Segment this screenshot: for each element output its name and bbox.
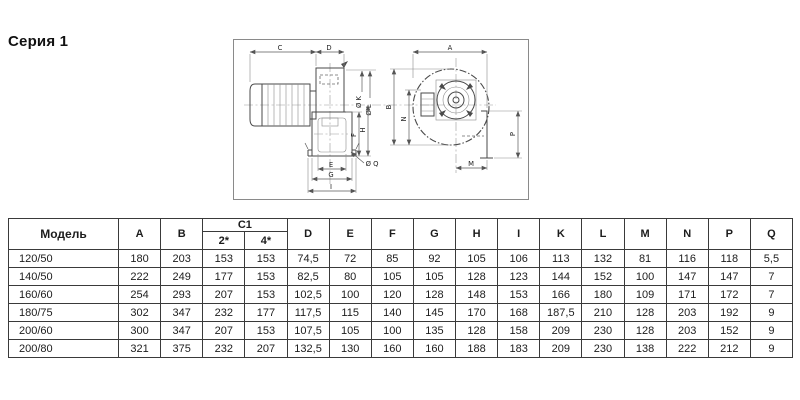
- cell: 230: [582, 322, 624, 340]
- model-cell: 120/50: [9, 250, 119, 268]
- cell: 232: [203, 304, 245, 322]
- cell: 152: [582, 268, 624, 286]
- col-header-q: Q: [750, 219, 792, 250]
- cell: 192: [708, 304, 750, 322]
- model-cell: 160/60: [9, 286, 119, 304]
- cell: 118: [708, 250, 750, 268]
- cell: 168: [498, 304, 540, 322]
- cell: 132,5: [287, 340, 329, 358]
- cell: 177: [245, 304, 287, 322]
- dim-label-p: P: [509, 131, 517, 137]
- cell: 153: [203, 250, 245, 268]
- cell: 207: [203, 286, 245, 304]
- cell: 5,5: [750, 250, 792, 268]
- cell: 128: [413, 286, 455, 304]
- cell: 128: [624, 304, 666, 322]
- cell: 100: [371, 322, 413, 340]
- cell: 153: [245, 250, 287, 268]
- cell: 123: [498, 268, 540, 286]
- cell: 160: [371, 340, 413, 358]
- cell: 160: [413, 340, 455, 358]
- dim-label-b: B: [385, 104, 393, 110]
- foot-hole-marks: [305, 143, 359, 149]
- cell: 128: [624, 322, 666, 340]
- cell: 132: [582, 250, 624, 268]
- cell: 145: [413, 304, 455, 322]
- table-row: [9, 250, 793, 268]
- col-header-f: F: [371, 219, 413, 250]
- cell: 222: [666, 340, 708, 358]
- cell: 100: [624, 268, 666, 286]
- cell: 180: [582, 286, 624, 304]
- corner-arrow: [341, 61, 348, 68]
- col-header-c1-2p: 2*: [203, 232, 245, 250]
- cell: 9: [750, 340, 792, 358]
- model-cell: 200/60: [9, 322, 119, 340]
- cell: 120: [371, 286, 413, 304]
- cell: 321: [119, 340, 161, 358]
- cell: 153: [498, 286, 540, 304]
- cell: 302: [119, 304, 161, 322]
- dim-label-e: E: [328, 161, 334, 169]
- dim-label-c: C: [277, 44, 283, 52]
- cell: 166: [540, 286, 582, 304]
- mounting-feet: [308, 150, 356, 156]
- header-row-1: [9, 219, 793, 232]
- cell: 203: [161, 250, 203, 268]
- col-header-c1-4p: 4*: [245, 232, 287, 250]
- cell: 153: [245, 268, 287, 286]
- table-row: [9, 322, 793, 340]
- dim-label-m: M: [468, 160, 474, 168]
- motor-edge: [421, 93, 434, 116]
- cell: 144: [540, 268, 582, 286]
- cell: 100: [329, 286, 371, 304]
- table-row: [9, 340, 793, 358]
- cell: 9: [750, 322, 792, 340]
- dim-label-q: Ø Q: [365, 160, 379, 168]
- side-view: [250, 44, 378, 193]
- dim-label-h: H: [359, 127, 367, 133]
- cell: 135: [413, 322, 455, 340]
- drawing-panel: [233, 39, 529, 200]
- table-row: [9, 268, 793, 286]
- cell: 116: [666, 250, 708, 268]
- model-cell: 200/80: [9, 340, 119, 358]
- cell: 188: [456, 340, 498, 358]
- cell: 102,5: [287, 286, 329, 304]
- cell: 9: [750, 304, 792, 322]
- cell: 203: [666, 304, 708, 322]
- cell: 147: [666, 268, 708, 286]
- cell: 183: [498, 340, 540, 358]
- cell: 72: [329, 250, 371, 268]
- hole-leader: [351, 152, 364, 163]
- cell: 209: [540, 322, 582, 340]
- cell: 82,5: [287, 268, 329, 286]
- col-header-g: G: [413, 219, 455, 250]
- col-header-l: L: [582, 219, 624, 250]
- cell: 153: [245, 322, 287, 340]
- col-header-n: N: [666, 219, 708, 250]
- cell: 158: [498, 322, 540, 340]
- cell: 74,5: [287, 250, 329, 268]
- dim-label-g: G: [328, 171, 334, 179]
- cell: 138: [624, 340, 666, 358]
- dim-label-f: F: [350, 133, 358, 137]
- cell: 347: [161, 322, 203, 340]
- cell: 172: [708, 286, 750, 304]
- cell: 130: [329, 340, 371, 358]
- cell: 92: [413, 250, 455, 268]
- cell: 187,5: [540, 304, 582, 322]
- cell: 148: [456, 286, 498, 304]
- cell: 375: [161, 340, 203, 358]
- col-header-model: Модель: [9, 219, 119, 250]
- outlet-flange: [480, 111, 493, 158]
- cell: 105: [413, 268, 455, 286]
- cell: 106: [498, 250, 540, 268]
- col-header-a: A: [119, 219, 161, 250]
- cell: 128: [456, 268, 498, 286]
- table-row: [9, 286, 793, 304]
- dim-label-a: A: [447, 44, 453, 52]
- cell: 230: [582, 340, 624, 358]
- cell: 152: [708, 322, 750, 340]
- col-header-p: P: [708, 219, 750, 250]
- dim-label-l: Ø L: [365, 104, 373, 116]
- cell: 203: [666, 322, 708, 340]
- cell: 209: [540, 340, 582, 358]
- cell: 222: [119, 268, 161, 286]
- cell: 249: [161, 268, 203, 286]
- col-header-h: H: [456, 219, 498, 250]
- dimensions-table: [8, 218, 793, 358]
- col-header-m: M: [624, 219, 666, 250]
- cell: 128: [456, 322, 498, 340]
- col-header-i: I: [498, 219, 540, 250]
- cell: 105: [329, 322, 371, 340]
- cell: 254: [119, 286, 161, 304]
- table-row: [9, 304, 793, 322]
- technical-drawing: [234, 40, 528, 199]
- scroll-housing: [413, 69, 489, 145]
- cell: 7: [750, 286, 792, 304]
- cell: 115: [329, 304, 371, 322]
- cell: 81: [624, 250, 666, 268]
- cell: 207: [203, 322, 245, 340]
- cell: 80: [329, 268, 371, 286]
- dim-label-d: D: [326, 44, 332, 52]
- dim-label-n: N: [400, 116, 408, 122]
- dim-label-i: I: [329, 183, 333, 191]
- cell: 170: [456, 304, 498, 322]
- cell: 210: [582, 304, 624, 322]
- cell: 180: [119, 250, 161, 268]
- cell: 105: [456, 250, 498, 268]
- cell: 347: [161, 304, 203, 322]
- cell: 171: [666, 286, 708, 304]
- cell: 212: [708, 340, 750, 358]
- duct-damper-dashed: [320, 75, 338, 84]
- col-header-c1: C1: [203, 219, 287, 232]
- col-header-d: D: [287, 219, 329, 250]
- cell: 85: [371, 250, 413, 268]
- cell: 113: [540, 250, 582, 268]
- model-cell: 140/50: [9, 268, 119, 286]
- cell: 109: [624, 286, 666, 304]
- cell: 207: [245, 340, 287, 358]
- cell: 105: [371, 268, 413, 286]
- col-header-k: K: [540, 219, 582, 250]
- dim-label-k: Ø K: [355, 96, 363, 108]
- col-header-e: E: [329, 219, 371, 250]
- col-header-b: B: [161, 219, 203, 250]
- cell: 293: [161, 286, 203, 304]
- cell: 177: [203, 268, 245, 286]
- cell: 117,5: [287, 304, 329, 322]
- cell: 7: [750, 268, 792, 286]
- front-view: [385, 44, 522, 173]
- cell: 147: [708, 268, 750, 286]
- cell: 232: [203, 340, 245, 358]
- cell: 107,5: [287, 322, 329, 340]
- model-cell: 180/75: [9, 304, 119, 322]
- cell: 153: [245, 286, 287, 304]
- cell: 140: [371, 304, 413, 322]
- cell: 300: [119, 322, 161, 340]
- page-title: Серия 1: [8, 33, 69, 50]
